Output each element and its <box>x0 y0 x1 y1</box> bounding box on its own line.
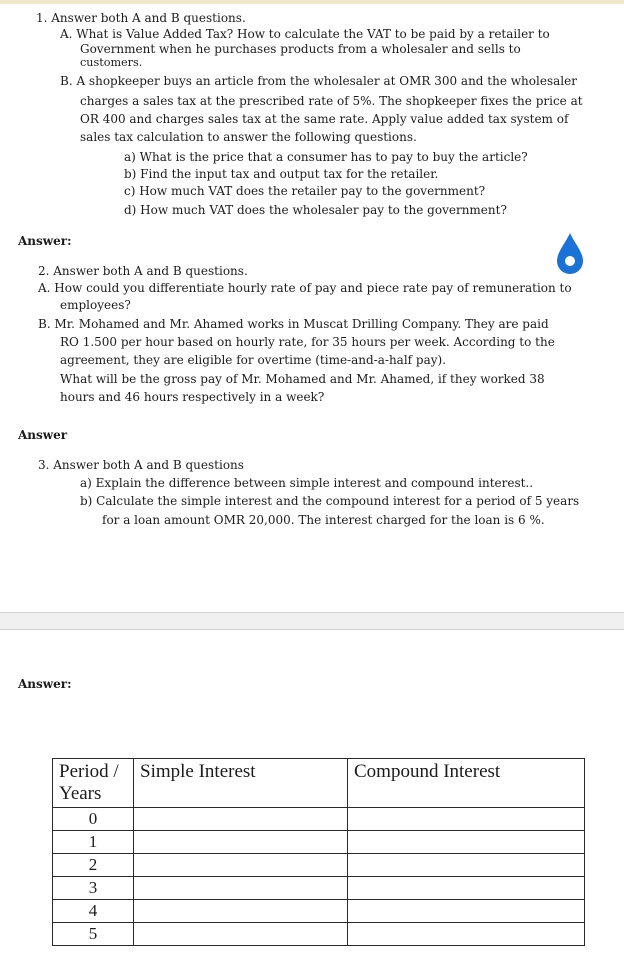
q1-sub-d: d) How much VAT does the wholesaler pay to the government? <box>124 203 507 217</box>
compound-interest-cell[interactable] <box>348 831 585 854</box>
header-simple-interest: Simple Interest <box>134 759 348 808</box>
q1-b-line-4: sales tax calculation to answer the following questions. <box>80 130 417 144</box>
compound-interest-cell[interactable] <box>348 900 585 923</box>
q2-answer-label: Answer <box>18 428 68 442</box>
table-row <box>53 877 585 900</box>
q3-sub-b: b) Calculate the simple interest and the compound interest for a period of 5 years <box>80 494 580 508</box>
period-cell: 4 <box>53 900 134 923</box>
q3-sub-a: a) Explain the difference between simple interest and compound interest.. <box>80 476 534 490</box>
table-row <box>53 900 585 923</box>
q1-b-line-3: OR 400 and charges sales tax at the same rate. Apply value added tax system of <box>80 112 569 126</box>
q2-b-line-3: agreement, they are eligible for overtime (time-and-a-half pay). <box>60 353 447 367</box>
simple-interest-cell[interactable] <box>134 923 348 946</box>
q1-a-line-3: customers. <box>80 56 143 69</box>
page-break-gap <box>0 612 624 630</box>
table-row <box>53 831 585 854</box>
period-cell: 0 <box>53 808 134 831</box>
q1-sub-c: c) How much VAT does the retailer pay to the government? <box>124 184 486 198</box>
simple-interest-cell[interactable] <box>134 900 348 923</box>
top-edge-strip <box>0 0 624 4</box>
table-row <box>53 808 585 831</box>
period-cell: 2 <box>53 854 134 877</box>
q1-sub-b: b) Find the input tax and output tax for the retailer. <box>124 167 439 181</box>
q1-a-line-1: A. What is Value Added Tax? How to calculate the VAT to be paid by a retailer to <box>60 27 550 41</box>
header-period-years-text: Period / Years <box>59 761 119 804</box>
compound-interest-cell[interactable] <box>348 877 585 900</box>
q2-b-line-4: What will be the gross pay of Mr. Mohamed and Mr. Ahamed, if they worked 38 <box>60 372 545 386</box>
q2-b-line-5: hours and 46 hours respectively in a week? <box>60 390 325 404</box>
simple-interest-cell[interactable] <box>134 808 348 831</box>
q2-b-line-2: RO 1.500 per hour based on hourly rate, for 35 hours per week. According to the <box>60 335 555 349</box>
q1-b-line-2: charges a sales tax at the prescribed rate of 5%. The shopkeeper fixes the price at <box>80 94 583 108</box>
period-cell: 1 <box>53 831 134 854</box>
interest-table <box>52 758 585 946</box>
q2-heading: 2. Answer both A and B questions. <box>38 264 248 278</box>
q1-b-line-1: B. A shopkeeper buys an article from the wholesaler at OMR 300 and the wholesaler <box>60 74 577 88</box>
table-header-row <box>53 759 585 808</box>
simple-interest-cell[interactable] <box>134 831 348 854</box>
q1-a-line-2: Government when he purchases products from a wholesaler and sells to <box>80 42 521 56</box>
q1-sub-a: a) What is the price that a consumer has to pay to buy the article? <box>124 150 528 164</box>
q2-a-line-1: A. How could you differentiate hourly rate of pay and piece rate pay of remuneration to <box>38 281 572 295</box>
q3-answer-label: Answer: <box>18 677 72 691</box>
q1-answer-label: Answer: <box>18 234 72 248</box>
header-compound-interest: Compound Interest <box>348 759 585 808</box>
q3-sub-b-cont: for a loan amount OMR 20,000. The interest charged for the loan is 6 %. <box>102 513 545 527</box>
q2-b-line-1: B. Mr. Mohamed and Mr. Ahamed works in Muscat Drilling Company. They are paid <box>38 317 549 331</box>
period-cell: 5 <box>53 923 134 946</box>
compound-interest-cell[interactable] <box>348 923 585 946</box>
blue-drop-handle[interactable] <box>556 232 584 276</box>
table-row <box>53 854 585 877</box>
compound-interest-cell[interactable] <box>348 854 585 877</box>
compound-interest-cell[interactable] <box>348 808 585 831</box>
header-period-years <box>53 759 134 808</box>
q3-heading: 3. Answer both A and B questions <box>38 458 244 472</box>
simple-interest-cell[interactable] <box>134 854 348 877</box>
q1-heading: 1. Answer both A and B questions. <box>36 11 246 25</box>
q2-a-line-2: employees? <box>60 298 131 312</box>
simple-interest-cell[interactable] <box>134 877 348 900</box>
table-row <box>53 923 585 946</box>
period-cell: 3 <box>53 877 134 900</box>
